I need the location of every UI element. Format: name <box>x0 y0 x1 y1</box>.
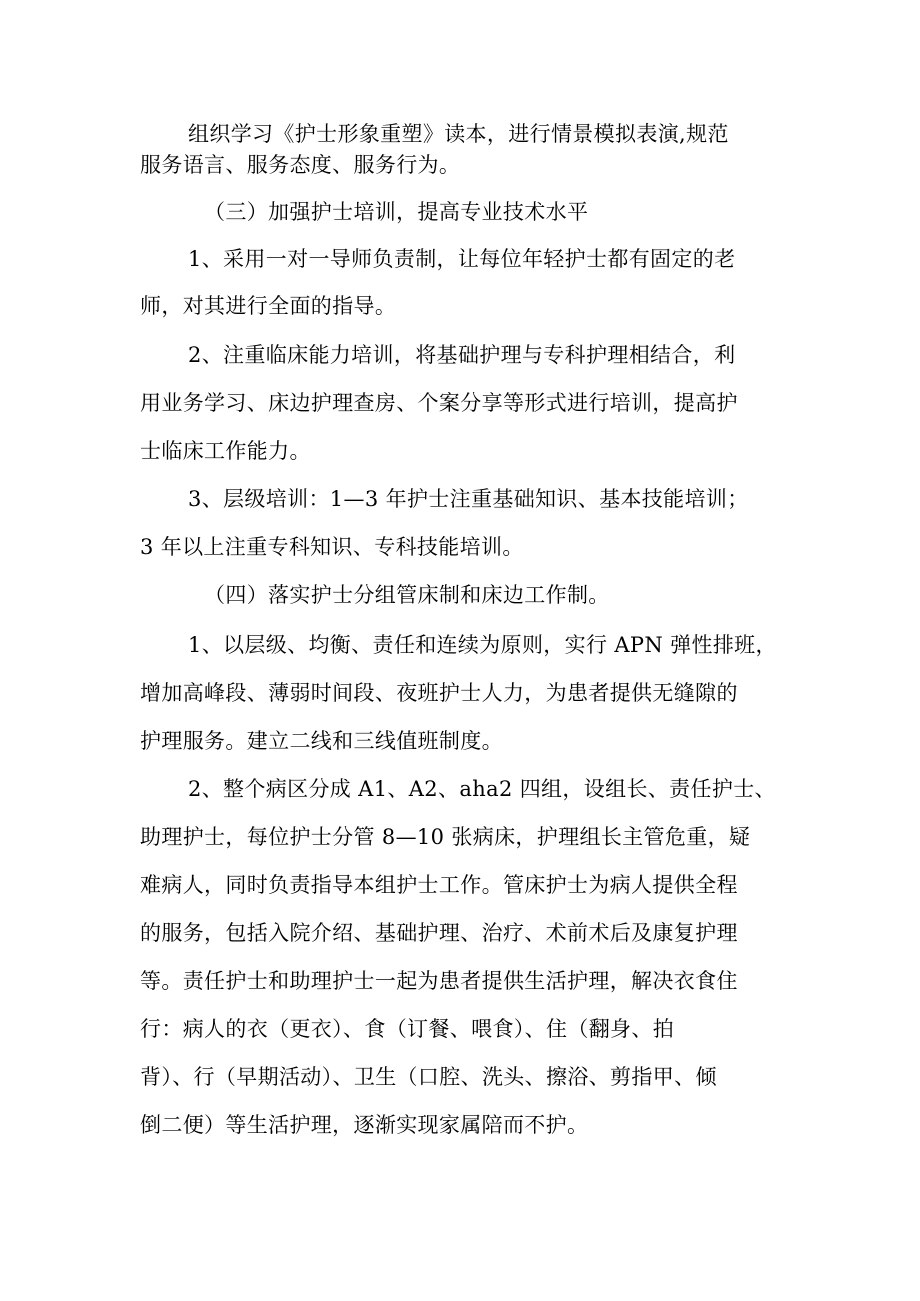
paragraph-line: 士临床工作能力。 <box>140 439 311 463</box>
paragraph-line: 3、层级培训：1—3 年护士注重基础知识、基本技能培训； <box>188 487 749 511</box>
paragraph-line: 助理护士，每位护士分管 8—10 张病床，护理组长主管危重，疑 <box>140 825 751 849</box>
paragraph-line: 倒二便）等生活护理，逐渐实现家属陪而不护。 <box>140 1113 589 1137</box>
paragraph-line: 1、采用一对一导师负责制，让每位年轻护士都有固定的老 <box>188 247 736 271</box>
section-heading: （三）加强护士培训，提高专业技术水平 <box>204 200 589 224</box>
paragraph-line: 1、以层级、均衡、责任和连续为原则，实行 APN 弹性排班， <box>188 633 777 657</box>
paragraph-line: 2、注重临床能力培训，将基础护理与专科护理相结合，利 <box>188 343 736 367</box>
paragraph-line: 等。责任护士和助理护士一起为患者提供生活护理，解决衣食住 <box>140 969 738 993</box>
paragraph-line: 2、整个病区分成 A1、A2、aha2 四组，设组长、责任护士、 <box>188 777 776 801</box>
paragraph-line: 背）、行（早期活动）、卫生（口腔、洗头、擦浴、剪指甲、倾 <box>140 1065 717 1089</box>
paragraph-line: 护理服务。建立二线和三线值班制度。 <box>140 729 503 753</box>
paragraph-line: 组织学习《护士形象重塑》读本，进行情景模拟表演,规范 <box>188 122 729 146</box>
section-heading: （四）落实护士分组管床制和床边工作制。 <box>204 583 610 607</box>
paragraph-line: 难病人，同时负责指导本组护士工作。管床护士为病人提供全程 <box>140 873 738 897</box>
paragraph-line: 行：病人的衣（更衣）、食（订餐、喂食）、住（翻身、拍 <box>140 1017 675 1041</box>
paragraph-line: 3 年以上注重专科知识、专科技能培训。 <box>140 535 524 559</box>
paragraph-line: 师，对其进行全面的指导。 <box>140 294 397 318</box>
paragraph-line: 用业务学习、床边护理查房、个案分享等形式进行培训，提高护 <box>140 391 738 415</box>
paragraph-line: 服务语言、服务态度、服务行为。 <box>140 153 461 177</box>
paragraph-line: 的服务，包括入院介绍、基础护理、治疗、术前术后及康复护理 <box>140 921 738 945</box>
paragraph-line: 增加高峰段、薄弱时间段、夜班护士人力，为患者提供无缝隙的 <box>140 681 738 705</box>
